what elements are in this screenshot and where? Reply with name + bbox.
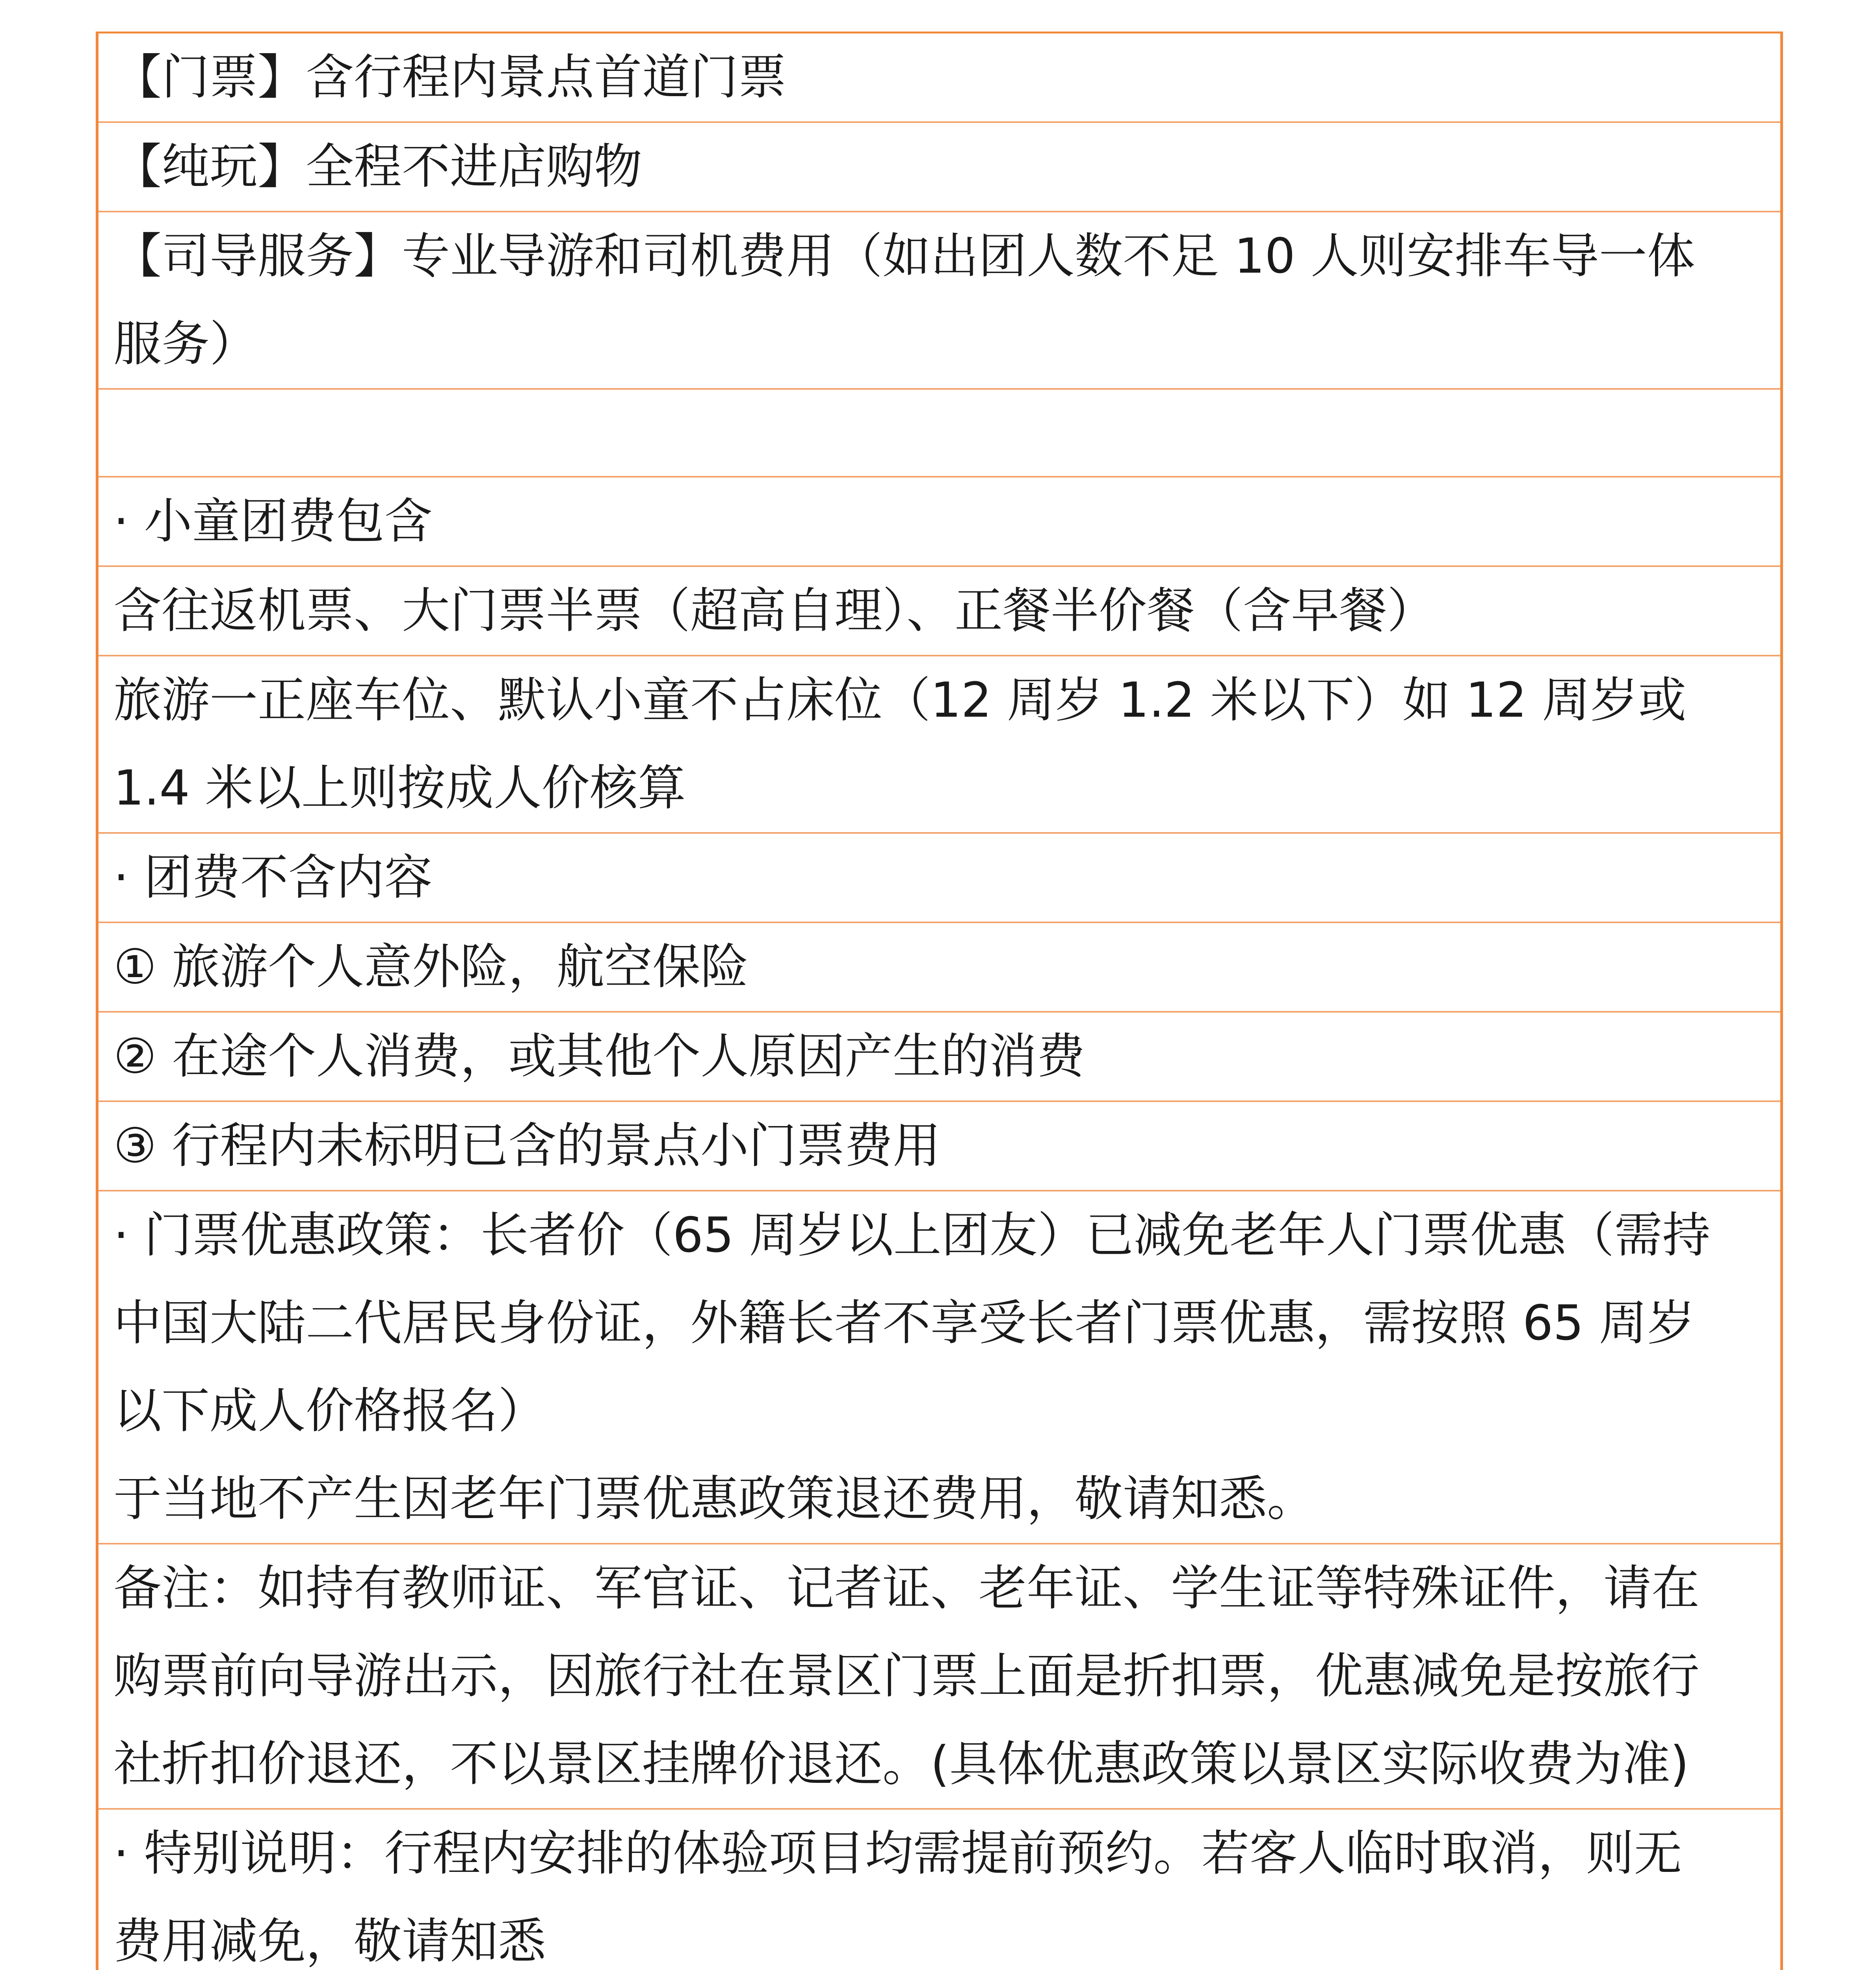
text-line: 服务）: [113, 316, 258, 372]
table-cell: [97, 1012, 1782, 1101]
table-row: [97, 656, 1782, 833]
table-row: [97, 122, 1782, 212]
info-table-body: [97, 33, 1782, 1970]
text-line: 费用减免，敬请知悉: [113, 1913, 546, 1969]
table-row: [97, 1012, 1782, 1101]
table-row: [97, 1191, 1782, 1544]
text-line: 旅游一正座车位、默认小童不占床位（12 周岁 1.2 米以下）如 12 周岁或: [113, 672, 1687, 728]
table-cell: [97, 833, 1782, 922]
text-line: ② 在途个人消费，或其他个人原因产生的消费: [113, 1028, 1085, 1084]
text-line: 社折扣价退还，不以景区挂牌价退还。(具体优惠政策以景区实际收费为准): [113, 1736, 1689, 1792]
table-cell: [97, 1544, 1782, 1809]
table-cell: [97, 656, 1782, 833]
table-row: [97, 1101, 1782, 1191]
text-line: 购票前向导游出示，因旅行社在景区门票上面是折扣票，优惠减免是按旅行: [113, 1648, 1700, 1704]
table-row: [97, 389, 1782, 477]
text-line: 【纯玩】全程不进店购物: [113, 139, 642, 195]
table-cell: [97, 33, 1782, 123]
text-line: 含往返机票、大门票半票（超高自理）、正餐半价餐（含早餐）: [113, 583, 1435, 639]
table-row: [97, 1809, 1782, 1970]
table-cell: [97, 389, 1782, 477]
table-cell: [97, 1191, 1782, 1544]
text-line: 中国大陆二代居民身份证，外籍长者不享受长者门票优惠，需按照 65 周岁: [113, 1295, 1695, 1351]
table-cell: [97, 1101, 1782, 1191]
text-line: 【司导服务】专业导游和司机费用（如出团人数不足 10 人则安排车导一体: [113, 228, 1695, 284]
text-line: · 团费不含内容: [113, 849, 433, 905]
text-line: ① 旅游个人意外险，航空保险: [113, 939, 749, 995]
table-row: [97, 212, 1782, 389]
table-row: [97, 1544, 1782, 1809]
text-line: · 特别说明：行程内安排的体验项目均需提前预约。若客人临时取消，则无: [113, 1825, 1682, 1881]
table-cell: [97, 922, 1782, 1012]
table-row: [97, 33, 1782, 123]
text-line: · 门票优惠政策：长者价（65 周岁以上团友）已减免老年人门票优惠（需持: [113, 1207, 1711, 1263]
table-row: [97, 833, 1782, 922]
table-cell: [97, 477, 1782, 566]
table-row: [97, 566, 1782, 656]
info-table: [96, 32, 1783, 1970]
table-cell: [97, 1809, 1782, 1970]
table-cell: [97, 122, 1782, 212]
text-line: 备注：如持有教师证、军官证、记者证、老年证、学生证等特殊证件，请在: [113, 1560, 1700, 1616]
table-row: [97, 922, 1782, 1012]
table-row: [97, 477, 1782, 566]
text-line: · 小童团费包含: [113, 493, 433, 549]
text-line: ③ 行程内未标明已含的景点小门票费用: [113, 1118, 941, 1174]
text-line: 于当地不产生因老年门票优惠政策退还费用，敬请知悉。: [113, 1471, 1315, 1527]
text-line: 【门票】含行程内景点首道门票: [113, 49, 786, 105]
table-cell: [97, 566, 1782, 656]
table-cell: [97, 212, 1782, 389]
text-line: 1.4 米以上则按成人价核算: [113, 760, 686, 816]
text-line: 以下成人价格报名）: [113, 1383, 546, 1439]
